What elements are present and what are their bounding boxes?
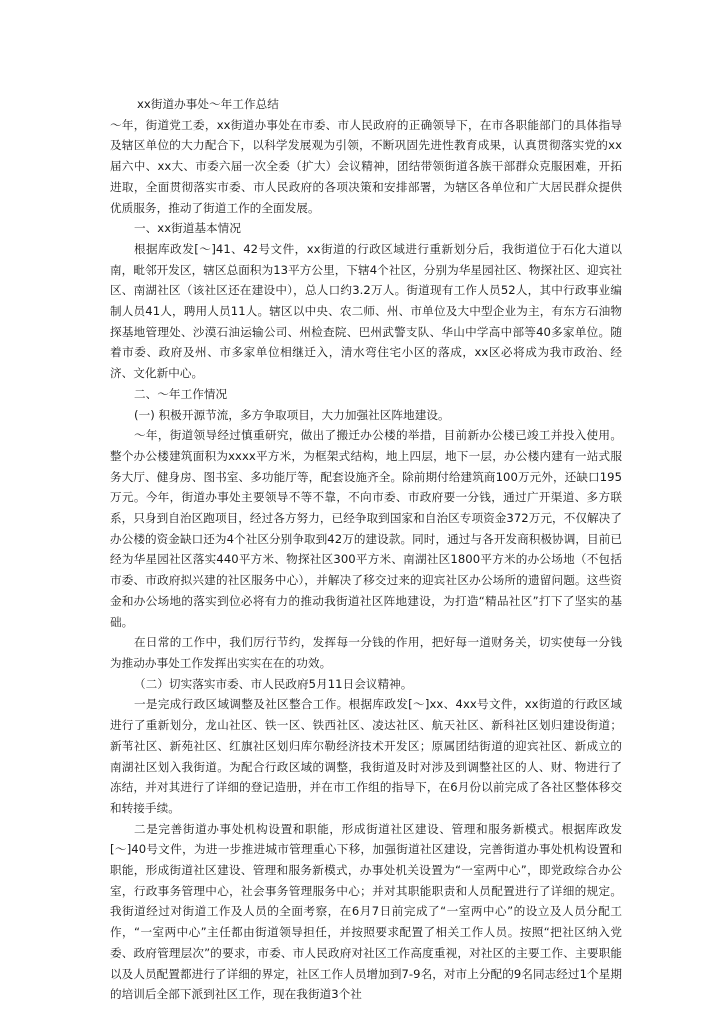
paragraph-intro: ～年，街道党工委，xx街道办事处在市委、市人民政府的正确领导下，在市各职能部门的具体指导及辖区单位的大力配合下，以科学发展观为引领，不断巩固先进性教育成果，认真贯彻落实党的xx届六中、xx大、市委六届一次全委（扩大）会议精神，团结带领街道各族干部群众克服困难，开拓进取，全面贯彻落实市委、市人民政府的各项决策和安排部署，为辖区各单位和广大居民群众提供优质服务，推动了街道工作的全面发展。 [110,117,622,215]
document-body [110,94,622,1005]
paragraph-frugality: 在日常的工作中，我们厉行节约，发挥每一分钱的作用，把好每一道财务关，切实使每一分钱为推动办事处工作发挥出实实在在的功效。 [110,635,622,670]
section-heading-basic-info: 一、xx街道基本情况 [134,221,241,236]
subheading-2: （二）切实落实市委、市人民政府5月11日会议精神。 [134,676,413,691]
section-heading-work: 二、～年工作情况 [134,386,228,401]
paragraph-basic-info: 根据库政发[～]41、42号文件，xx街道的行政区域进行重新划分后，我街道位于石化大道以南，毗邻开发区，辖区总面积为13平方公里，下辖4个社区，分别为华星园社区、物探社区、迎宾社区、南湖社区（该社区还在建设中），总人口约3.2万人。街道现有工作人员52人，其中行政事业编制人员41人，聘用人员11人。辖区以中央、农二师、州、市单位及大中型企业为主，有东方石油物探基地管理处、沙漠石油运输公司、州检查院、巴州武警支队、华山中学高中部等40多家单位。随着市委、政府及州、市多家单位相继迁入，清水弯住宅小区的落成，xx区必将成为我市政治、经济、文化新中心。 [110,241,622,381]
document-title: xx街道办事处～年工作总结 [137,97,279,111]
paragraph-organization: 二是完善街道办事处机构设置和职能，形成街道社区建设、管理和服务新模式。根据库政发[～]40号文件，为进一步推进城市管理重心下移，加强街道社区建设，完善街道办事处机构设置和职能，形成街道社区建设、管理和服务新模式，办事处机关设置为“一室两中心”，即党政综合办公室，行政事务管理中心，社会事务管理服务中心；并对其职能职责和人员配置进行了详细的规定。我街道经过对街道工作及人员的全面考察，在6月7日前完成了“一室两中心”的设立及人员分配工作，“一室两中心”主任都由街道领导担任，并按照要求配置了相关工作人员。按照“把社区纳入党委、政府管理层次”的要求，市委、市人民政府对社区工作高度重视，对社区的主要工作、主要职能以及人员配置都进行了详细的界定，社区工作人员增加到7-9名，对市上分配的9名同志经过1个星期的培训后全部下派到社区工作，现在我街道3个社 [110,821,622,1002]
subheading-1: (一) 积极开源节流，多方争取项目，大力加强社区阵地建设。 [134,407,450,422]
paragraph-district-adjust: 一是完成行政区域调整及社区整合工作。根据库政发[～]xx、4xx号文件，xx街道的行政区域进行了重新划分，龙山社区、铁一区、铁西社区、凌达社区、航天社区、新科社区划归建设街道；新苇社区、新苑社区、红旗社区划归库尔勒经济技术开发区；原属团结街道的迎宾社区、新成立的南湖社区划入我街道。为配合行政区域的调整，我街道及时对涉及到调整社区的人、财、物进行了冻结，并对其进行了详细的登记造册，并在市工作组的指导下，在6月份以前完成了各社区整体移交和转接手续。 [110,697,622,815]
paragraph-office-building: ～年，街道领导经过慎重研究，做出了搬迁办公楼的举措，目前新办公楼已竣工并投入使用。整个办公楼建筑面积为xxxx平方米，为框架式结构，地上四层，地下一层，办公楼内建有一站式服务大厅、健身房、图书室、多功能厅等，配套设施齐全。除前期付给建筑商100万元外，还缺口195万元。今年，街道办事处主要领导不等不靠，不向市委、市政府要一分钱，通过广开渠道、多方联系，只身到自治区跑项目，经过各方努力，已经争取到国家和自治区专项资金372万元，不仅解决了办公楼的资金缺口还为4个社区分别争取到42万的建设款。同时，通过与各开发商积极协调，目前已经为华星园社区落实440平方米、物探社区300平方米、南湖社区1800平方米的办公场地（不包括市委、市政府拟兴建的社区服务中心），并解决了移交过来的迎宾社区办公场所的遗留问题。这些资金和办公场地的落实到位必将有力的推动我街道社区阵地建设，为打造“精品社区”打下了坚实的基础。 [110,428,622,629]
